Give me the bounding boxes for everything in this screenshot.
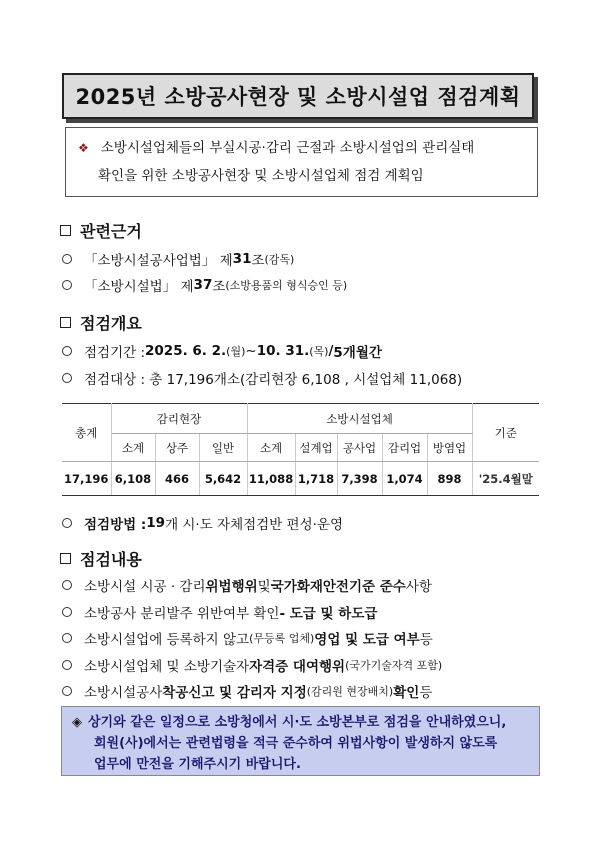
circle-bullet-icon: [62, 373, 72, 383]
content-item-4: 소방시설업체 및 소방기술자 자격증 대여행위 (국가기술자격 포함): [62, 655, 442, 675]
table-cell: 1,718: [295, 462, 337, 496]
circle-bullet-icon: [62, 660, 72, 670]
notice-line-1: ◈ 상기와 같은 일정으로 소방청에서 시·도 소방본부로 점검을 안내하였으니,: [72, 715, 507, 730]
notice-line-2: 회원(사)에서는 관련법령을 적극 준수하여 위법사항이 발생하지 않도록: [94, 736, 498, 751]
content-item-3: 소방시설업에 등록하지 않고 (무등록 업체) 영업 및 도급 여부 등: [62, 628, 433, 648]
circle-bullet-icon: [62, 580, 72, 590]
overview-method: 점검방법 : 19 개 시·도 자체점검반 편성·운영: [62, 513, 343, 533]
overview-period: 점검기간 : 2025. 6. 2. (월) ~ 10. 31. (목) / 5개월간: [62, 341, 382, 361]
notice-line-3: 업무에 만전을 기해주시기 바랍니다.: [94, 757, 301, 772]
table-subheader: 공사업: [337, 434, 382, 462]
summary-line-1: ❖ 소방시설업체들의 부실시공·감리 근절과 소방시설업의 관리실태: [78, 140, 475, 156]
basis-item-1: 「소방시설공사업법」 제 31 조 (감독): [62, 249, 294, 269]
overview-target: 점검대상 : 총 17,196개소(감리현장 6,108 , 시설업체 11,068): [62, 368, 462, 388]
summary-box: [65, 127, 538, 197]
table-subheader: 상주: [155, 434, 199, 462]
circle-bullet-icon: [62, 607, 72, 617]
inspection-target-table: [62, 403, 539, 496]
circle-bullet-icon: [62, 254, 72, 264]
table-subheader: 소계: [111, 434, 155, 462]
table-group-supervision: 감리현장: [111, 404, 247, 434]
table-subheader: 감리업: [382, 434, 427, 462]
square-bullet-icon: [60, 553, 71, 564]
diamond-bullet-icon: ❖: [78, 141, 89, 155]
table-cell: 7,398: [337, 462, 382, 496]
table-subheader: 일반: [199, 434, 247, 462]
table-group-firms: 소방시설업체: [247, 404, 472, 434]
content-item-1: 소방시설 시공 · 감리 위법행위 및 국가화재안전기준 준수 사항: [62, 575, 432, 595]
table-basis-header: 기준: [472, 404, 539, 462]
table-cell: 466: [155, 462, 199, 496]
content-item-5: 소방시설공사 착공신고 및 감리자 지정 (감리원 현장배치) 확인 등: [62, 681, 432, 701]
content-item-2: 소방공사 분리발주 위반여부 확인 - 도급 및 하도급: [62, 602, 377, 622]
table-cell: 6,108: [111, 462, 155, 496]
circle-bullet-icon: [62, 686, 72, 696]
basis-item-2: 「소방시설법」 제 37 조 (소방용품의 형식승인 등): [62, 275, 347, 295]
section-heading-content: 점검내용: [60, 547, 142, 570]
circle-bullet-icon: [62, 280, 72, 290]
circle-bullet-icon: [62, 346, 72, 356]
diamond-bullet-icon: ◈: [72, 715, 82, 730]
circle-bullet-icon: [62, 518, 72, 528]
square-bullet-icon: [60, 317, 71, 328]
table-subheader: 소계: [247, 434, 295, 462]
table-cell: 5,642: [199, 462, 247, 496]
table-basis-note: '25.4월말: [472, 462, 539, 496]
table-cell: 17,196: [62, 462, 111, 496]
table-cell: 898: [427, 462, 472, 496]
page-title: 2025년 소방공사현장 및 소방시설업 점검계획: [62, 73, 534, 119]
notice-box: [61, 706, 540, 776]
circle-bullet-icon: [62, 633, 72, 643]
table-cell: 11,088: [247, 462, 295, 496]
section-heading-overview: 점검개요: [60, 311, 142, 334]
table-cell: 1,074: [382, 462, 427, 496]
table-subheader: 설계업: [295, 434, 337, 462]
table-subheader: 방염업: [427, 434, 472, 462]
section-heading-basis: 관련근거: [60, 219, 142, 242]
table-total-header: 총계: [62, 404, 111, 462]
square-bullet-icon: [60, 225, 71, 236]
summary-line-2: 확인을 위한 소방공사현장 및 소방시설업체 점검 계획임: [98, 168, 424, 184]
